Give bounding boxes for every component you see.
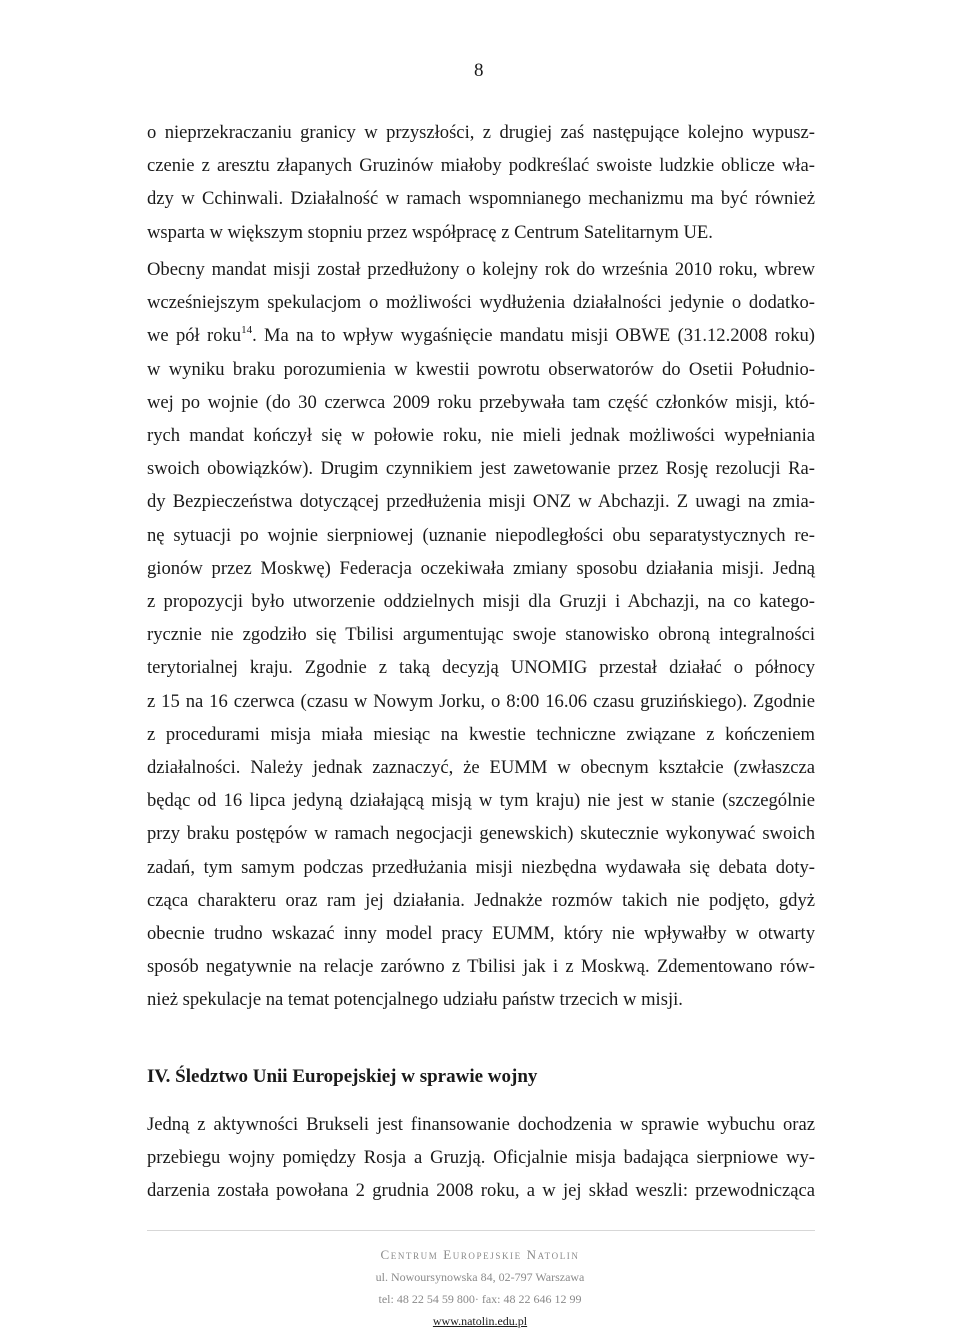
text-line: zadań, tym samym podczas przedłużania misji niezbędna wydawała się debata doty- <box>147 856 815 878</box>
paragraph-2 <box>147 253 815 1017</box>
text-line: dy Bezpieczeństwa dotyczącej przedłużenia misji ONZ w Abchazji. Z uwagi na zmia- <box>147 491 815 513</box>
text-line: wcześniejszym spekulacjom o możliwości wydłużenia działalności jedynie o dodatko- <box>147 292 815 314</box>
text-line: sposób negatywnie na relacje zarówno z Tbilisi jak i z Moskwą. Zdementowano rów- <box>147 956 815 978</box>
text-line: cząca charakteru oraz ram jej działania. Jednakże rozmów takich nie podjęto, gdyż <box>147 889 815 911</box>
footer-address: ul. Nowoursynowska 84, 02-797 Warszawa <box>375 1270 585 1284</box>
text-line: przy braku postępów w ramach negocjacji genewskich) skutecznie wykonywać swoich <box>147 823 815 845</box>
page-footer <box>330 1244 630 1332</box>
text-line: z propozycji było utworzenie oddzielnych misji dla Gruzji i Abchazji, na co katego- <box>147 591 815 613</box>
text-line: o nieprzekraczaniu granicy w przyszłości, z drugiej zaś następujące kolejno wypusz- <box>147 122 815 143</box>
footnote-reference[interactable]: 14 <box>241 324 253 337</box>
text-line: rych mandat kończył się w połowie roku, nie mieli jednak możliwości wypełniania <box>147 425 815 447</box>
footer-phone: tel: 48 22 54 59 800· fax: 48 22 646 12 99 <box>378 1292 582 1306</box>
text-line: z procedurami misja miała miesiąc na kwestie techniczne związane z kończeniem <box>147 723 815 745</box>
text-line: w wyniku braku porozumienia w kwestii powrotu obserwatorów do Osetii Południo- <box>147 358 815 380</box>
text-line: dzy w Cchinwali. Działalność w ramach wspomnianego mechanizmu ma być również <box>147 188 815 210</box>
text-line: wsparta w większym stopniu przez współpracę z Centrum Satelitarnym UE. <box>147 221 713 243</box>
text-line: Jedną z aktywności Brukseli jest finansowanie dochodzenia w sprawie wybuchu oraz <box>147 1114 815 1135</box>
section-heading: IV. Śledztwo Unii Europejskiej w sprawie wojny <box>147 1066 538 1087</box>
text-line: nę sytuacji po wojnie sierpniowej (uznanie niepodległości obu separatystycznych re- <box>147 524 815 546</box>
text-line: przebiegu wojny pomiędzy Rosja a Gruzją. Oficjalnie misja badająca sierpniowe wy- <box>147 1147 815 1169</box>
text-line: z 15 na 16 czerwca (czasu w Nowym Jorku, o 8:00 16.06 czasu gruzińskiego). Zgodnie <box>147 690 815 712</box>
text-line: obecnie trudno wskazać inny model pracy EUMM, który nie wpływałby w otwarty <box>147 923 815 945</box>
text-line: gionów przez Moskwę) Federacja oczekiwała zmiany sposobu działania misji. Jedną <box>147 557 815 579</box>
footer-organization: Centrum Europejskie Natolin <box>380 1247 580 1262</box>
paragraph-1 <box>147 116 815 249</box>
paragraph-3 <box>147 1108 815 1208</box>
text-line: darzenia została powołana 2 grudnia 2008 roku, a w jej skład weszli: przewodnicząca <box>147 1180 815 1202</box>
text-line: czenie z aresztu złapanych Gruzinów miałoby podkreślać swoiste ludzkie oblicze wła- <box>147 155 815 177</box>
page-number: 8 <box>474 60 484 81</box>
text-line: wej po wojnie (do 30 czerwca 2009 roku przebywała tam część członków misji, któ- <box>147 391 815 413</box>
text-line: rycznie nie zgodziło się Tbilisi argumentując swoje stanowisko obroną integralności <box>147 624 815 646</box>
text-fragment: we pół roku <box>147 325 242 347</box>
text-line: działalności. Należy jednak zaznaczyć, że EUMM w obecnym kształcie (zwłaszcza <box>147 757 815 779</box>
text-fragment: . Ma na to wpływ wygaśnięcie mandatu misji OBWE (31.12.2008 roku) <box>252 325 815 347</box>
footer-divider <box>147 1230 815 1231</box>
text-line <box>147 319 815 352</box>
text-line: będąc od 16 lipca jedyną działającą misją w tym kraju) nie jest w stanie (szczególnie <box>147 790 815 812</box>
text-line: swoich obowiązków). Drugim czynnikiem jest zawetowanie przez Rosję rezolucji Ra- <box>147 458 815 480</box>
text-line: nież spekulacje na temat potencjalnego udziału państw trzecich w misji. <box>147 989 683 1011</box>
footer-website-link[interactable]: www.natolin.edu.pl <box>432 1314 528 1328</box>
text-line: Obecny mandat misji został przedłużony o kolejny rok do września 2010 roku, wbrew <box>147 259 815 280</box>
text-line: terytorialnej kraju. Zgodnie z taką decyzją UNOMIG przestał działać o północy <box>147 657 815 679</box>
